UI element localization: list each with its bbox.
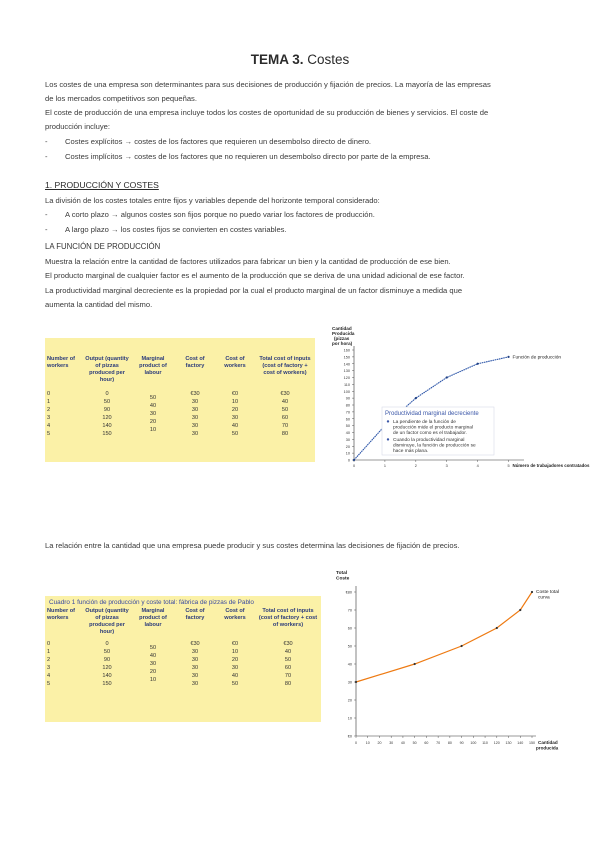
table-row — [45, 414, 315, 422]
intro-line: Los costes de una empresa son determinantes para sus decisiones de producción y fijación de precios. La mayoría de las empresas — [45, 80, 491, 89]
chart1-ytick-label: 160 — [343, 348, 350, 353]
total-cost-chart — [332, 566, 562, 758]
table — [45, 356, 315, 390]
table-cell: 120 — [102, 415, 112, 421]
chart1-ytick-label: 70 — [345, 410, 350, 415]
table-cell: 30 — [191, 423, 199, 429]
section-bullet: - A largo plazo → los costes fijos se convierten en costes variables. — [45, 225, 287, 234]
table-production-2 — [45, 596, 321, 722]
chart2-xtick-label: 120 — [493, 741, 500, 745]
chart1-data-point — [446, 376, 448, 378]
section-line: Muestra la relación entre la cantidad de factores utilizados para fabricar un bien y la cantidad de producción de ese bien. — [45, 257, 451, 266]
chart2-ytick-label: €80 — [345, 590, 352, 595]
table2-caption: Cuadro 1 función de producción y coste total: fábrica de pizzas de Pablo — [49, 599, 254, 606]
table-cell: 0 — [105, 391, 109, 397]
table-cell: 50 — [231, 681, 239, 687]
table-cell: 50 — [103, 649, 111, 655]
table-row — [45, 398, 315, 406]
chart2-xtick-label: 80 — [447, 741, 452, 745]
table-cell: 20 — [149, 669, 157, 675]
table-cell: 120 — [102, 665, 112, 671]
chart1-ytick-label: 100 — [343, 389, 350, 394]
page-title — [0, 52, 600, 67]
chart2-xtick-label: 0 — [355, 741, 357, 745]
table-cell: 140 — [102, 423, 112, 429]
table-cell: 30 — [191, 665, 199, 671]
chart2-xtick-label: 130 — [505, 741, 512, 745]
chart2-ytick-label: €0 — [347, 734, 352, 739]
chart1-ytick-label: 40 — [345, 431, 350, 435]
chart1-ytick-label: 150 — [343, 355, 350, 360]
section-bullet-text: A corto plazo → algunos costes son fijos porque no puedo variar los factores de producción. — [65, 210, 375, 219]
chart1-xtick-label: 5 — [507, 464, 510, 468]
header-cell: Total cost of inputs (cost of factory + cost of workers) — [259, 356, 311, 376]
table-header-row — [45, 356, 315, 384]
table-cell: €30 — [190, 641, 200, 647]
chart2-xtick-label: 110 — [482, 741, 488, 745]
table-body — [45, 640, 321, 688]
chart2-xlabel: Cantidad producida — [536, 740, 559, 751]
chart1-ytick-label: 80 — [345, 403, 350, 408]
header-cell: Total cost of inputs (cost of factory + cost of workers) — [258, 608, 318, 628]
bullet-dot — [387, 420, 389, 422]
table-row — [45, 664, 321, 672]
table-cell: 40 — [149, 403, 157, 409]
chart1-ytick-label: 0 — [347, 458, 350, 463]
table-cell: 0 — [105, 641, 109, 647]
table-row — [45, 640, 321, 648]
chart1-xtick-label: 2 — [414, 464, 417, 468]
intro-line: producción incluye: — [45, 122, 111, 131]
chart1-data-point — [477, 363, 479, 365]
table-cell: 40 — [231, 673, 239, 679]
section-line: La productividad marginal decreciente es la propiedad por la cual el producto marginal de un factor disminuye a medida que — [45, 286, 463, 295]
table-cell: 4 — [47, 673, 51, 679]
table-production-1 — [45, 338, 315, 462]
table-cell: 10 — [231, 649, 239, 655]
production-function-chart — [322, 322, 590, 470]
bullet-dot — [387, 438, 389, 440]
header-cell: Number of workers — [47, 608, 75, 621]
table-row — [45, 672, 321, 680]
chart2-series-line — [356, 592, 532, 682]
table-cell: 80 — [284, 681, 292, 687]
chart2-ytick-label: 50 — [347, 644, 352, 649]
chart2-ylabel: Total Coste — [336, 571, 350, 582]
chart2-xtick-label: 150 — [529, 741, 535, 745]
chart1-annotation-box — [382, 407, 494, 455]
table-row — [45, 656, 321, 664]
table-cell: 90 — [103, 407, 111, 413]
table-cell: 60 — [284, 665, 292, 671]
table-row — [45, 680, 321, 688]
table-cell: 30 — [191, 681, 199, 687]
header-cell: Output (quantity of pizzas produced per hour) — [85, 356, 129, 383]
intro-line: de los mercados competitivos son pequeñas. — [45, 94, 197, 103]
table-cell: 5 — [47, 681, 51, 687]
chart2-ytick-label: 60 — [347, 626, 352, 631]
table-cell: 5 — [47, 431, 51, 437]
table-cell: 20 — [149, 419, 157, 425]
table-cell: 150 — [102, 431, 112, 437]
table-cell: 30 — [191, 407, 199, 413]
chart1-ytick-label: 90 — [345, 396, 350, 401]
chart2-data-point — [414, 663, 416, 665]
table-cell: 150 — [102, 681, 112, 687]
chart1-ytick-label: 60 — [345, 417, 350, 422]
chart2-xtick-label: 50 — [412, 741, 417, 745]
chart2-xtick-label: 140 — [517, 741, 524, 745]
table-cell: 30 — [191, 415, 199, 421]
chart2-ytick-label: 40 — [347, 662, 352, 667]
table-cell: 40 — [281, 399, 289, 405]
chart1-ytick-label: 30 — [345, 437, 350, 442]
chart1-ytick-label: 110 — [343, 382, 350, 387]
chart2-xtick-label: 70 — [436, 741, 441, 745]
table-cell — [131, 386, 175, 394]
header-cell: Cost of factory — [185, 608, 205, 621]
table-cell: 70 — [281, 423, 289, 429]
header-cell: Cost of factory — [185, 356, 205, 369]
intro-bullet-text: Costes explícitos → costes de los factores que requieren un desembolso directo de dinero. — [65, 137, 372, 146]
table-cell: €0 — [231, 641, 239, 647]
header-cell: Output (quantity of pizzas produced per hour) — [85, 608, 129, 635]
intro-bullet: - Costes explícitos → costes de los factores que requieren un desembolso directo de dinero. — [45, 137, 372, 146]
table-body — [45, 390, 315, 438]
annotation-bullet-1: La pendiente de la función de producción mide el producto marginal de un factor como es el trabajador. — [393, 420, 473, 436]
chart1-ytick-label: 120 — [343, 376, 350, 380]
header-cell: Marginal product of labour — [139, 608, 167, 628]
title-rest: Costes — [307, 52, 350, 67]
chart2-ytick-label: 70 — [347, 608, 352, 613]
table-cell: 2 — [47, 407, 51, 413]
table-cell: 0 — [47, 391, 51, 397]
table-cell: 30 — [191, 657, 199, 663]
header-cell: Cost of workers — [224, 356, 246, 369]
table-cell: 40 — [149, 653, 157, 659]
section-line: La división de los costes totales entre fijos y variables depende del horizonte temporal considerado: — [45, 196, 380, 205]
table-cell: 60 — [281, 415, 289, 421]
chart1-ytick-label: 20 — [345, 444, 350, 449]
chart2-ytick-label: 10 — [347, 716, 352, 721]
table-cell: 50 — [149, 645, 157, 651]
table-cell — [131, 636, 175, 644]
table-header-row — [45, 608, 321, 636]
table-cell: 90 — [103, 657, 111, 663]
table-cell: 20 — [231, 407, 239, 413]
chart2-xtick-label: 20 — [377, 741, 382, 745]
chart1-ytick-label: 140 — [343, 362, 350, 367]
table-row — [45, 422, 315, 430]
table-cell: €30 — [280, 391, 290, 397]
table-cell: 40 — [231, 423, 239, 429]
table-row — [45, 390, 315, 398]
table-cell: €0 — [231, 391, 239, 397]
table-cell: 70 — [284, 673, 292, 679]
table — [45, 608, 321, 640]
table-cell: 20 — [231, 657, 239, 663]
table-cell: 10 — [231, 399, 239, 405]
chart1-ytick-label: 50 — [345, 424, 350, 429]
chart2-ytick-label: 30 — [347, 680, 352, 685]
table-row — [45, 648, 321, 656]
intro-bullet: - Costes implícitos → costes de los factores que no requieren un desembolso directo por parte de la empresa. — [45, 152, 431, 161]
table-row — [45, 406, 315, 414]
header-cell: Marginal product of labour — [139, 356, 167, 376]
table-cell: 1 — [47, 399, 51, 405]
chart2-curve-label: Coste total curva — [536, 590, 559, 601]
chart2-xtick-label: 100 — [470, 741, 477, 745]
table-cell: 80 — [281, 431, 289, 437]
section-bullet: - A corto plazo → algunos costes son fijos porque no puedo variar los factores de producción. — [45, 210, 375, 219]
section-bullet-text: A largo plazo → los costes fijos se convierten en costes variables. — [65, 225, 287, 234]
chart2-data-point — [355, 681, 357, 683]
chart2-data-point — [496, 627, 498, 629]
table-cell: €30 — [283, 641, 293, 647]
chart1-xtick-label: 4 — [476, 464, 479, 468]
pricing-line: La relación entre la cantidad que una empresa puede producir y sus costes determina las decisiones de fijación de precios. — [45, 541, 460, 550]
chart2-data-point — [461, 645, 463, 647]
chart1-data-point — [353, 459, 355, 461]
intro-line: El coste de producción de una empresa incluye todos los costes de oportunidad de su producción de bienes y servicios. El coste de — [45, 108, 489, 117]
table-cell: 10 — [149, 677, 157, 683]
table-cell: €30 — [190, 391, 200, 397]
chart1-xtick-label: 0 — [352, 464, 356, 468]
chart1-ylabel: Cantidad Producida (pizzas por hora) — [332, 326, 355, 346]
chart1-xtick-label: 1 — [383, 464, 386, 468]
table-cell: 1 — [47, 649, 51, 655]
table-cell: 30 — [191, 399, 199, 405]
chart1-xlabel: Número de trabajadores contratados — [512, 463, 590, 468]
table-row — [45, 430, 315, 438]
annotation-bullet-2: Cuando la productividad marginal disminuye, la función de producción se hace más plana. — [393, 438, 476, 454]
table-cell: 140 — [102, 673, 112, 679]
chart1-data-point — [507, 356, 509, 358]
section-line: El producto marginal de cualquier factor es el aumento de la producción que se deriva de una unidad adicional de ese factor. — [45, 271, 465, 280]
chart2-xtick-label: 60 — [424, 741, 429, 745]
table-cell: 30 — [191, 431, 199, 437]
table-cell: 30 — [191, 649, 199, 655]
annotation-title: Productividad marginal decreciente — [385, 411, 479, 417]
chart1-data-point — [415, 397, 417, 399]
table-cell: 30 — [149, 411, 157, 417]
title-bold: TEMA 3. — [250, 52, 304, 67]
section-heading: 1. PRODUCCIÓN Y COSTES — [45, 180, 159, 190]
table-cell: 10 — [149, 427, 157, 433]
table-cell: 50 — [281, 407, 289, 413]
chart2-xtick-label: 40 — [400, 741, 405, 745]
table-cell: 30 — [231, 415, 239, 421]
intro-bullet-text: Costes implícitos → costes de los factores que no requieren un desembolso directo por parte de la empresa. — [65, 152, 431, 161]
table-cell: 30 — [231, 665, 239, 671]
table-cell: 50 — [231, 431, 239, 437]
section-line: aumenta la cantidad del mismo. — [45, 300, 153, 309]
table-cell: 40 — [284, 649, 292, 655]
table-cell: 2 — [47, 657, 51, 663]
table-cell: 30 — [149, 661, 157, 667]
table-cell: 50 — [149, 395, 157, 401]
table-cell: 50 — [284, 657, 292, 663]
table-cell: 4 — [47, 423, 51, 429]
header-cell: Number of workers — [47, 356, 75, 369]
table-cell: 0 — [47, 641, 51, 647]
subheading: LA FUNCIÓN DE PRODUCCIÓN — [45, 242, 161, 251]
chart2-xtick-label: 90 — [459, 741, 464, 745]
table-cell: 30 — [191, 673, 199, 679]
chart1-ytick-label: 10 — [345, 451, 350, 456]
chart2-data-point — [519, 609, 521, 611]
chart2-data-point — [531, 591, 533, 593]
chart2-ytick-label: 20 — [347, 698, 352, 703]
table-cell: 3 — [47, 415, 51, 421]
chart2-xtick-label: 10 — [365, 741, 370, 745]
chart2-xtick-label: 30 — [389, 741, 394, 745]
chart1-ytick-label: 130 — [343, 369, 350, 374]
table-cell: 50 — [103, 399, 111, 405]
header-cell: Cost of workers — [224, 608, 246, 621]
table-cell: 3 — [47, 665, 51, 671]
chart1-xtick-label: 3 — [445, 464, 448, 468]
chart1-curve-label: Función de producción — [512, 355, 562, 361]
